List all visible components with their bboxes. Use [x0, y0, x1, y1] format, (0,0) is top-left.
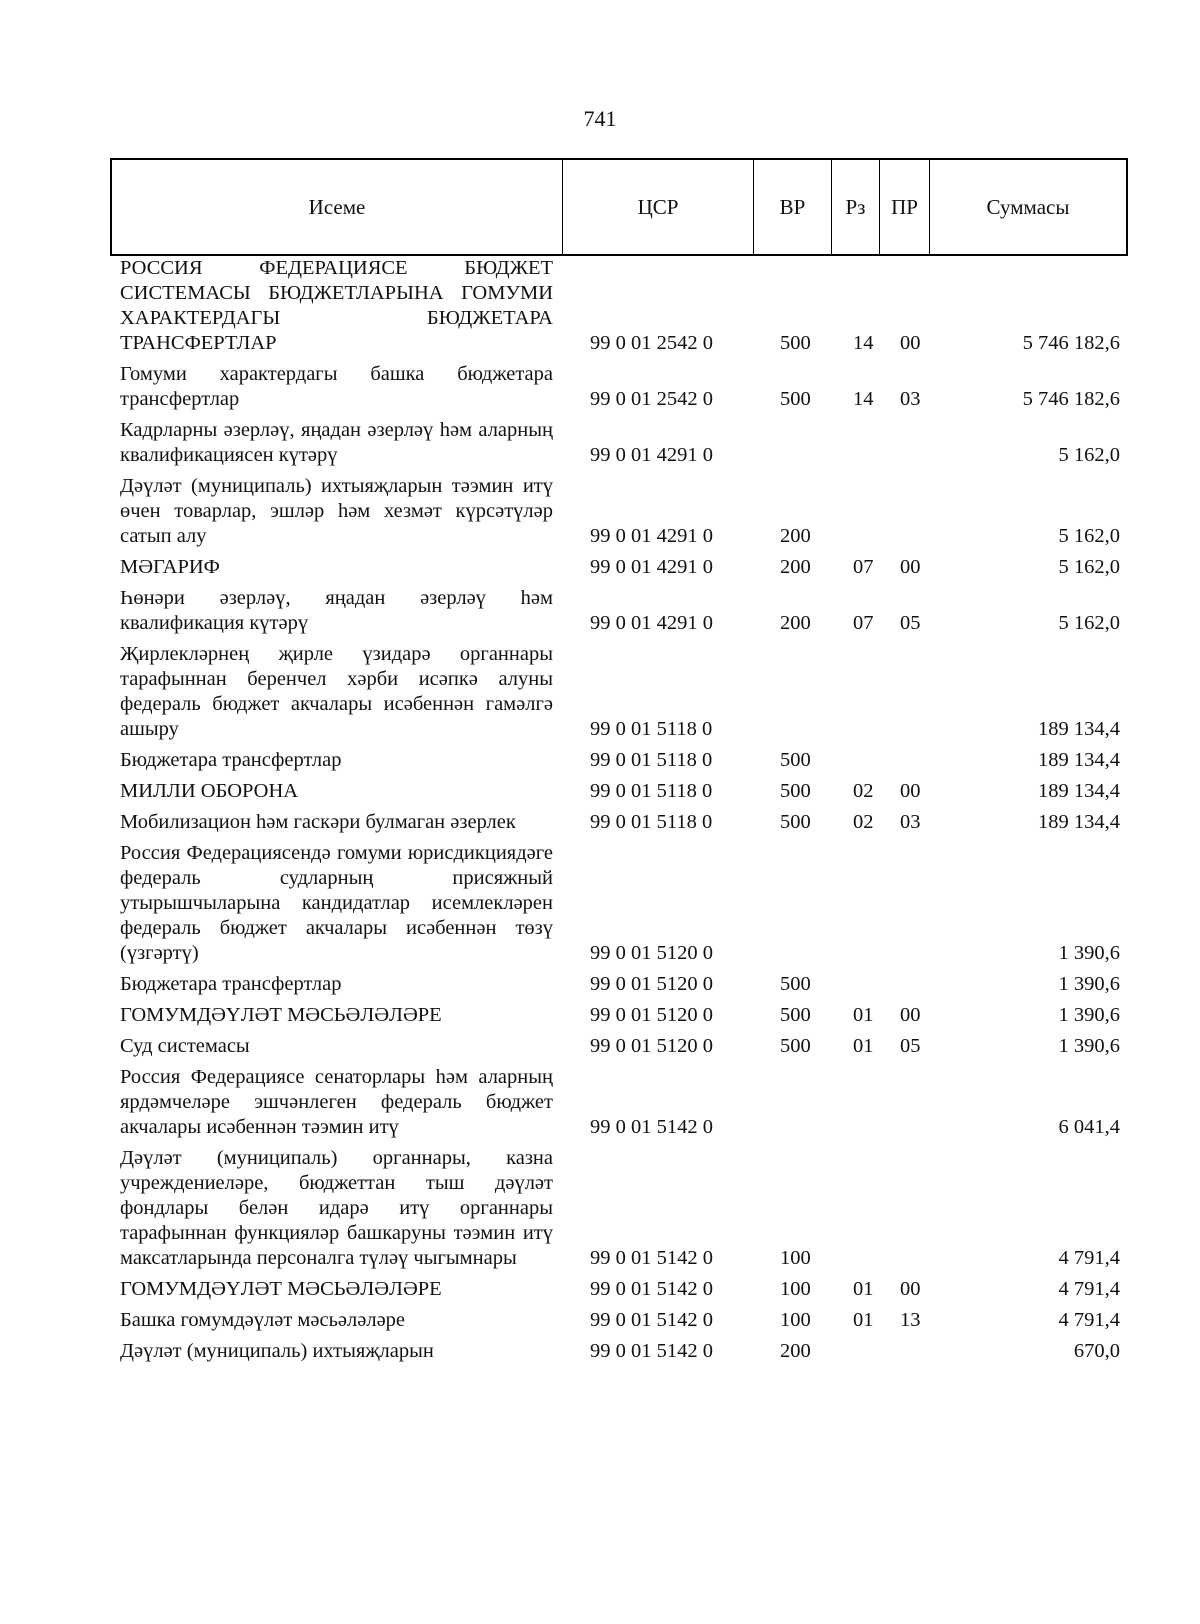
- row-sum: 189 134,4: [1038, 749, 1120, 771]
- row-sum: 1 390,6: [1058, 1004, 1120, 1026]
- table-header: [110, 158, 1128, 256]
- row-csr: 99 0 01 4291 0: [590, 556, 713, 578]
- header-sum: Суммасы: [986, 194, 1070, 219]
- row-pr: 00: [900, 332, 921, 354]
- row-rz: 07: [853, 612, 874, 634]
- table-row: [120, 555, 1120, 580]
- row-pr: 00: [900, 1278, 921, 1300]
- row-sum: 189 134,4: [1038, 780, 1120, 802]
- row-pr: 13: [900, 1309, 921, 1331]
- row-csr: 99 0 01 5118 0: [590, 749, 713, 771]
- row-pr: 03: [900, 811, 921, 833]
- row-name: Кадрларны әзерләү, яңадан әзерләү һәм аларның квалификациясен күтәрү: [120, 419, 553, 466]
- row-csr: 99 0 01 5120 0: [590, 942, 713, 964]
- table-row: [120, 779, 1120, 804]
- row-pr: 05: [900, 1035, 921, 1057]
- row-vr: 500: [780, 780, 811, 802]
- row-sum: 4 791,4: [1058, 1309, 1120, 1331]
- header-pr: ПР: [880, 160, 930, 254]
- row-vr: 200: [780, 1340, 811, 1362]
- row-name: Россия Федерациясендә гомуми юрисдикциядәге федераль судларның присяжный утырышчыларына кандидатлар исемлекләрен федераль бюджет акчалары исәбеннән төзү (үзгәртү): [120, 842, 553, 964]
- table-row: [120, 474, 1120, 549]
- row-vr: 100: [780, 1247, 811, 1269]
- row-sum: 1 390,6: [1058, 942, 1120, 964]
- row-csr: 99 0 01 5120 0: [590, 1004, 713, 1026]
- row-name: Дәүләт (муниципаль) ихтыяҗларын: [120, 1340, 434, 1362]
- row-vr: 100: [780, 1309, 811, 1331]
- row-csr: 99 0 01 2542 0: [590, 332, 713, 354]
- row-name: МӘГАРИФ: [120, 556, 220, 578]
- header-name: Исеме: [112, 160, 563, 254]
- row-vr: 500: [780, 1035, 811, 1057]
- row-rz: 02: [853, 811, 874, 833]
- row-rz: 01: [853, 1004, 874, 1026]
- row-csr: 99 0 01 4291 0: [590, 444, 713, 466]
- row-sum: 1 390,6: [1058, 973, 1120, 995]
- row-pr: 00: [900, 780, 921, 802]
- row-vr: 500: [780, 1004, 811, 1026]
- row-vr: 500: [780, 749, 811, 771]
- table-row: [120, 1308, 1120, 1333]
- row-pr: 00: [900, 556, 921, 578]
- row-csr: 99 0 01 5118 0: [590, 780, 713, 802]
- row-sum: 189 134,4: [1038, 718, 1120, 740]
- row-vr: 200: [780, 612, 811, 634]
- row-vr: 100: [780, 1278, 811, 1300]
- table-row: [120, 1339, 1120, 1364]
- row-sum: 5 162,0: [1058, 612, 1120, 634]
- table-body: [120, 256, 1120, 1370]
- row-csr: 99 0 01 5142 0: [590, 1247, 713, 1269]
- table-row: [120, 586, 1120, 636]
- table-row: [120, 810, 1120, 835]
- row-name: Дәүләт (муниципаль) органнары, казна учреждениеләре, бюджеттан тыш дәүләт фондлары белән идарә итү органнары тарафыннан функцияләр башкаруны тәэмин итү максатларында персоналга түләү чыгымнары: [120, 1147, 553, 1269]
- row-sum: 5 162,0: [1058, 525, 1120, 547]
- row-name: Бюджетара трансфертлар: [120, 749, 342, 771]
- row-name: Җирлекләрнең җирле үзидарә органнары тарафыннан беренчел хәрби исәпкә алуны федераль бюджет акчалары исәбеннән гамәлгә ашыру: [120, 643, 553, 740]
- row-name: ГОМУМДӘҮЛӘТ МӘСЬӘЛӘЛӘРЕ: [120, 1004, 442, 1026]
- row-csr: 99 0 01 5118 0: [590, 718, 713, 740]
- row-csr: 99 0 01 5142 0: [590, 1116, 713, 1138]
- row-csr: 99 0 01 5142 0: [590, 1278, 713, 1300]
- page-number: 741: [583, 106, 617, 131]
- row-name: Бюджетара трансфертлар: [120, 973, 342, 995]
- row-rz: 01: [853, 1309, 874, 1331]
- row-sum: 5 746 182,6: [1022, 388, 1120, 410]
- header-vr: ВР: [754, 160, 832, 254]
- row-rz: 14: [853, 332, 874, 354]
- row-sum: 6 041,4: [1058, 1116, 1120, 1138]
- table-row: [120, 256, 1120, 356]
- table-row: [120, 1003, 1120, 1028]
- table-row: [120, 1034, 1120, 1059]
- row-vr: 500: [780, 388, 811, 410]
- row-sum: 1 390,6: [1058, 1035, 1120, 1057]
- table-row: [120, 1146, 1120, 1271]
- row-sum: 5 162,0: [1058, 444, 1120, 466]
- header-csr: ЦСР: [563, 160, 754, 254]
- row-csr: 99 0 01 5120 0: [590, 1035, 713, 1057]
- row-sum: 189 134,4: [1038, 811, 1120, 833]
- row-sum: 5 162,0: [1058, 556, 1120, 578]
- row-name: Мобилизацион һәм гаскәри булмаган әзерлек: [120, 811, 516, 833]
- row-csr: 99 0 01 5118 0: [590, 811, 713, 833]
- table-row: [120, 642, 1120, 742]
- row-rz: 14: [853, 388, 874, 410]
- table-row: [120, 748, 1120, 773]
- row-vr: 500: [780, 332, 811, 354]
- table-row: [120, 1065, 1120, 1140]
- row-rz: 02: [853, 780, 874, 802]
- row-name: Һөнәри әзерләү, яңадан әзерләү һәм квалификация күтәрү: [120, 587, 553, 634]
- header-rz: Рз: [832, 160, 880, 254]
- row-sum: 4 791,4: [1058, 1278, 1120, 1300]
- row-rz: 01: [853, 1278, 874, 1300]
- row-name: РОССИЯ ФЕДЕРАЦИЯСЕ БЮДЖЕТ СИСТЕМАСЫ БЮДЖЕТЛАРЫНА ГОМУМИ ХАРАКТЕРДАГЫ БЮДЖЕТАРА ТРАНСФЕРТЛАР: [120, 257, 553, 354]
- row-vr: 500: [780, 811, 811, 833]
- table-row: [120, 841, 1120, 966]
- row-name: Дәүләт (муниципаль) ихтыяҗларын тәэмин итү өчен товарлар, эшләр һәм хезмәт күрсәтүләр сатып алу: [120, 475, 553, 547]
- row-csr: 99 0 01 5142 0: [590, 1340, 713, 1362]
- row-csr: 99 0 01 4291 0: [590, 612, 713, 634]
- row-pr: 00: [900, 1004, 921, 1026]
- row-sum: 5 746 182,6: [1022, 332, 1120, 354]
- row-name: МИЛЛИ ОБОРОНА: [120, 780, 299, 802]
- row-csr: 99 0 01 4291 0: [590, 525, 713, 547]
- row-vr: 500: [780, 973, 811, 995]
- row-vr: 200: [780, 525, 811, 547]
- row-rz: 01: [853, 1035, 874, 1057]
- table-row: [120, 418, 1120, 468]
- row-csr: 99 0 01 2542 0: [590, 388, 713, 410]
- row-name: Гомуми характердагы башка бюджетара трансфертлар: [120, 363, 553, 410]
- row-pr: 03: [900, 388, 921, 410]
- row-rz: 07: [853, 556, 874, 578]
- row-vr: 200: [780, 556, 811, 578]
- row-pr: 05: [900, 612, 921, 634]
- row-name: Россия Федерациясе сенаторлары һәм аларның ярдәмчеләре эшчәнлеген федераль бюджет акчалары исәбеннән тәэмин итү: [120, 1066, 553, 1138]
- row-csr: 99 0 01 5120 0: [590, 973, 713, 995]
- row-name: Суд системасы: [120, 1035, 250, 1057]
- table-row: [120, 972, 1120, 997]
- row-sum: 4 791,4: [1058, 1247, 1120, 1269]
- row-name: ГОМУМДӘҮЛӘТ МӘСЬӘЛӘЛӘРЕ: [120, 1278, 442, 1300]
- row-name: Башка гомумдәүләт мәсьәләләре: [120, 1309, 406, 1331]
- row-sum: 670,0: [1073, 1340, 1120, 1362]
- table-row: [120, 362, 1120, 412]
- row-csr: 99 0 01 5142 0: [590, 1309, 713, 1331]
- table-row: [120, 1277, 1120, 1302]
